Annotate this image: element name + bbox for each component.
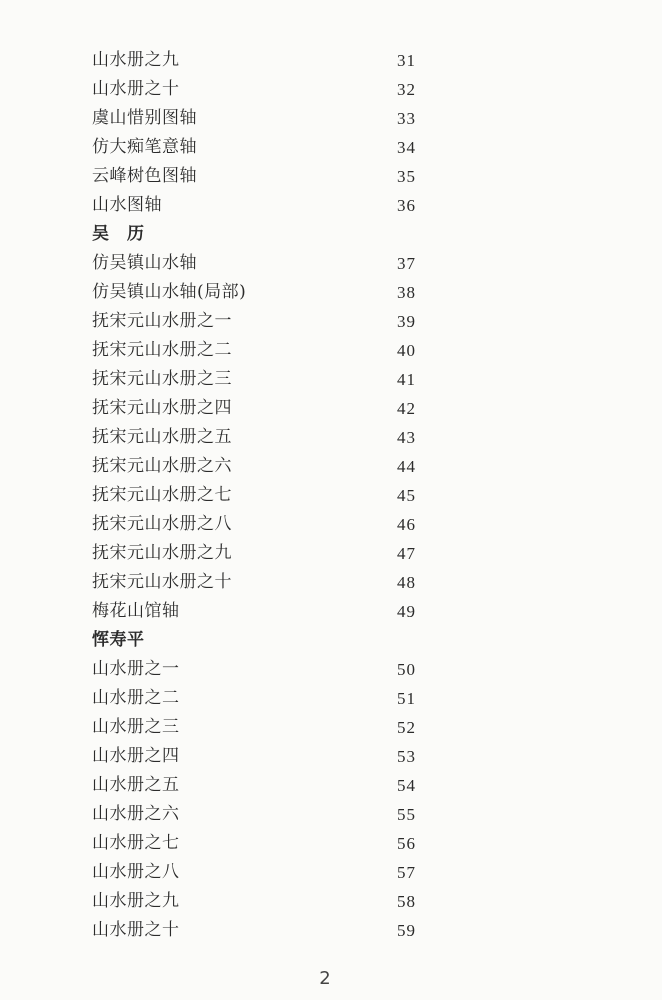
toc-entry-title: 仿吴镇山水轴	[92, 253, 197, 273]
toc-entry-page-number: 50	[397, 660, 416, 679]
toc-entry-page-number: 33	[397, 109, 416, 128]
toc-entry	[92, 307, 452, 336]
toc-entry-page-number: 37	[397, 254, 416, 273]
toc-entry-title: 山水册之二	[92, 688, 180, 708]
toc-entry-page-number: 44	[397, 457, 416, 476]
toc-entry-title: 虞山惜别图轴	[92, 108, 197, 128]
toc-entry-title: 云峰树色图轴	[92, 166, 197, 186]
toc-entry-page-number: 43	[397, 428, 416, 447]
toc-entry-title: 抚宋元山水册之七	[92, 485, 232, 505]
toc-entry-page-number: 41	[397, 370, 416, 389]
toc-entry-title: 山水册之八	[92, 862, 180, 882]
toc-entry-page-number: 59	[397, 921, 416, 940]
toc-section-heading	[92, 220, 452, 249]
toc-entry-title: 抚宋元山水册之十	[92, 572, 232, 592]
toc-entry	[92, 46, 452, 75]
toc-entry-page-number: 58	[397, 892, 416, 911]
toc-entry-page-number: 46	[397, 515, 416, 534]
toc-entry	[92, 104, 452, 133]
toc-entry-page-number: 32	[397, 80, 416, 99]
toc-entry	[92, 75, 452, 104]
toc-entry	[92, 539, 452, 568]
toc-entry-title: 山水册之六	[92, 804, 180, 824]
table-of-contents	[92, 46, 452, 945]
toc-entry-title: 抚宋元山水册之一	[92, 311, 232, 331]
toc-entry-page-number: 45	[397, 486, 416, 505]
toc-entry	[92, 771, 452, 800]
toc-entry	[92, 568, 452, 597]
toc-entry-title: 山水册之一	[92, 659, 180, 679]
toc-section-heading	[92, 626, 452, 655]
toc-entry	[92, 684, 452, 713]
toc-entry	[92, 365, 452, 394]
toc-entry	[92, 452, 452, 481]
toc-entry-page-number: 55	[397, 805, 416, 824]
toc-entry-title: 山水册之十	[92, 79, 180, 99]
toc-entry-page-number: 35	[397, 167, 416, 186]
toc-entry-page-number: 54	[397, 776, 416, 795]
toc-entry	[92, 713, 452, 742]
toc-entry-page-number: 52	[397, 718, 416, 737]
toc-entry	[92, 742, 452, 771]
toc-entry	[92, 423, 452, 452]
toc-entry-page-number: 48	[397, 573, 416, 592]
toc-entry	[92, 191, 452, 220]
toc-entry-title: 山水册之九	[92, 891, 180, 911]
toc-entry	[92, 394, 452, 423]
toc-entry-title: 抚宋元山水册之九	[92, 543, 232, 563]
toc-entry-page-number: 53	[397, 747, 416, 766]
artist-name: 恽寿平	[92, 630, 145, 650]
toc-entry-page-number: 31	[397, 51, 416, 70]
toc-entry-page-number: 38	[397, 283, 416, 302]
toc-entry	[92, 829, 452, 858]
toc-entry-page-number: 47	[397, 544, 416, 563]
toc-entry	[92, 510, 452, 539]
toc-entry-page-number: 36	[397, 196, 416, 215]
toc-entry-title: 山水图轴	[92, 195, 162, 215]
toc-entry	[92, 655, 452, 684]
toc-entry	[92, 249, 452, 278]
toc-entry	[92, 133, 452, 162]
toc-entry-page-number: 51	[397, 689, 416, 708]
toc-entry	[92, 800, 452, 829]
toc-entry-title: 山水册之三	[92, 717, 180, 737]
toc-entry-title: 抚宋元山水册之三	[92, 369, 232, 389]
toc-entry-page-number: 42	[397, 399, 416, 418]
toc-entry	[92, 858, 452, 887]
toc-entry-title: 抚宋元山水册之四	[92, 398, 232, 418]
toc-entry-title: 抚宋元山水册之八	[92, 514, 232, 534]
toc-entry-title: 抚宋元山水册之六	[92, 456, 232, 476]
toc-entry-page-number: 57	[397, 863, 416, 882]
toc-entry-title: 仿吴镇山水轴(局部)	[92, 282, 247, 302]
toc-entry	[92, 887, 452, 916]
toc-entry-title: 抚宋元山水册之五	[92, 427, 232, 447]
toc-entry-title: 山水册之五	[92, 775, 180, 795]
toc-entry-title: 仿大痴笔意轴	[92, 137, 197, 157]
toc-entry	[92, 162, 452, 191]
toc-entry-page-number: 39	[397, 312, 416, 331]
toc-entry	[92, 278, 452, 307]
toc-entry-title: 山水册之十	[92, 920, 180, 940]
toc-entry-page-number: 40	[397, 341, 416, 360]
artist-name: 吴 历	[92, 224, 145, 244]
toc-entry-title: 抚宋元山水册之二	[92, 340, 232, 360]
toc-entry	[92, 481, 452, 510]
toc-entry	[92, 597, 452, 626]
toc-entry-title: 山水册之四	[92, 746, 180, 766]
page-number: 2	[319, 968, 331, 989]
toc-entry-page-number: 34	[397, 138, 416, 157]
toc-entry	[92, 336, 452, 365]
toc-entry-page-number: 56	[397, 834, 416, 853]
toc-entry-page-number: 49	[397, 602, 416, 621]
toc-entry-title: 山水册之九	[92, 50, 180, 70]
toc-entry-title: 梅花山馆轴	[92, 601, 180, 621]
toc-entry-title: 山水册之七	[92, 833, 180, 853]
toc-entry	[92, 916, 452, 945]
